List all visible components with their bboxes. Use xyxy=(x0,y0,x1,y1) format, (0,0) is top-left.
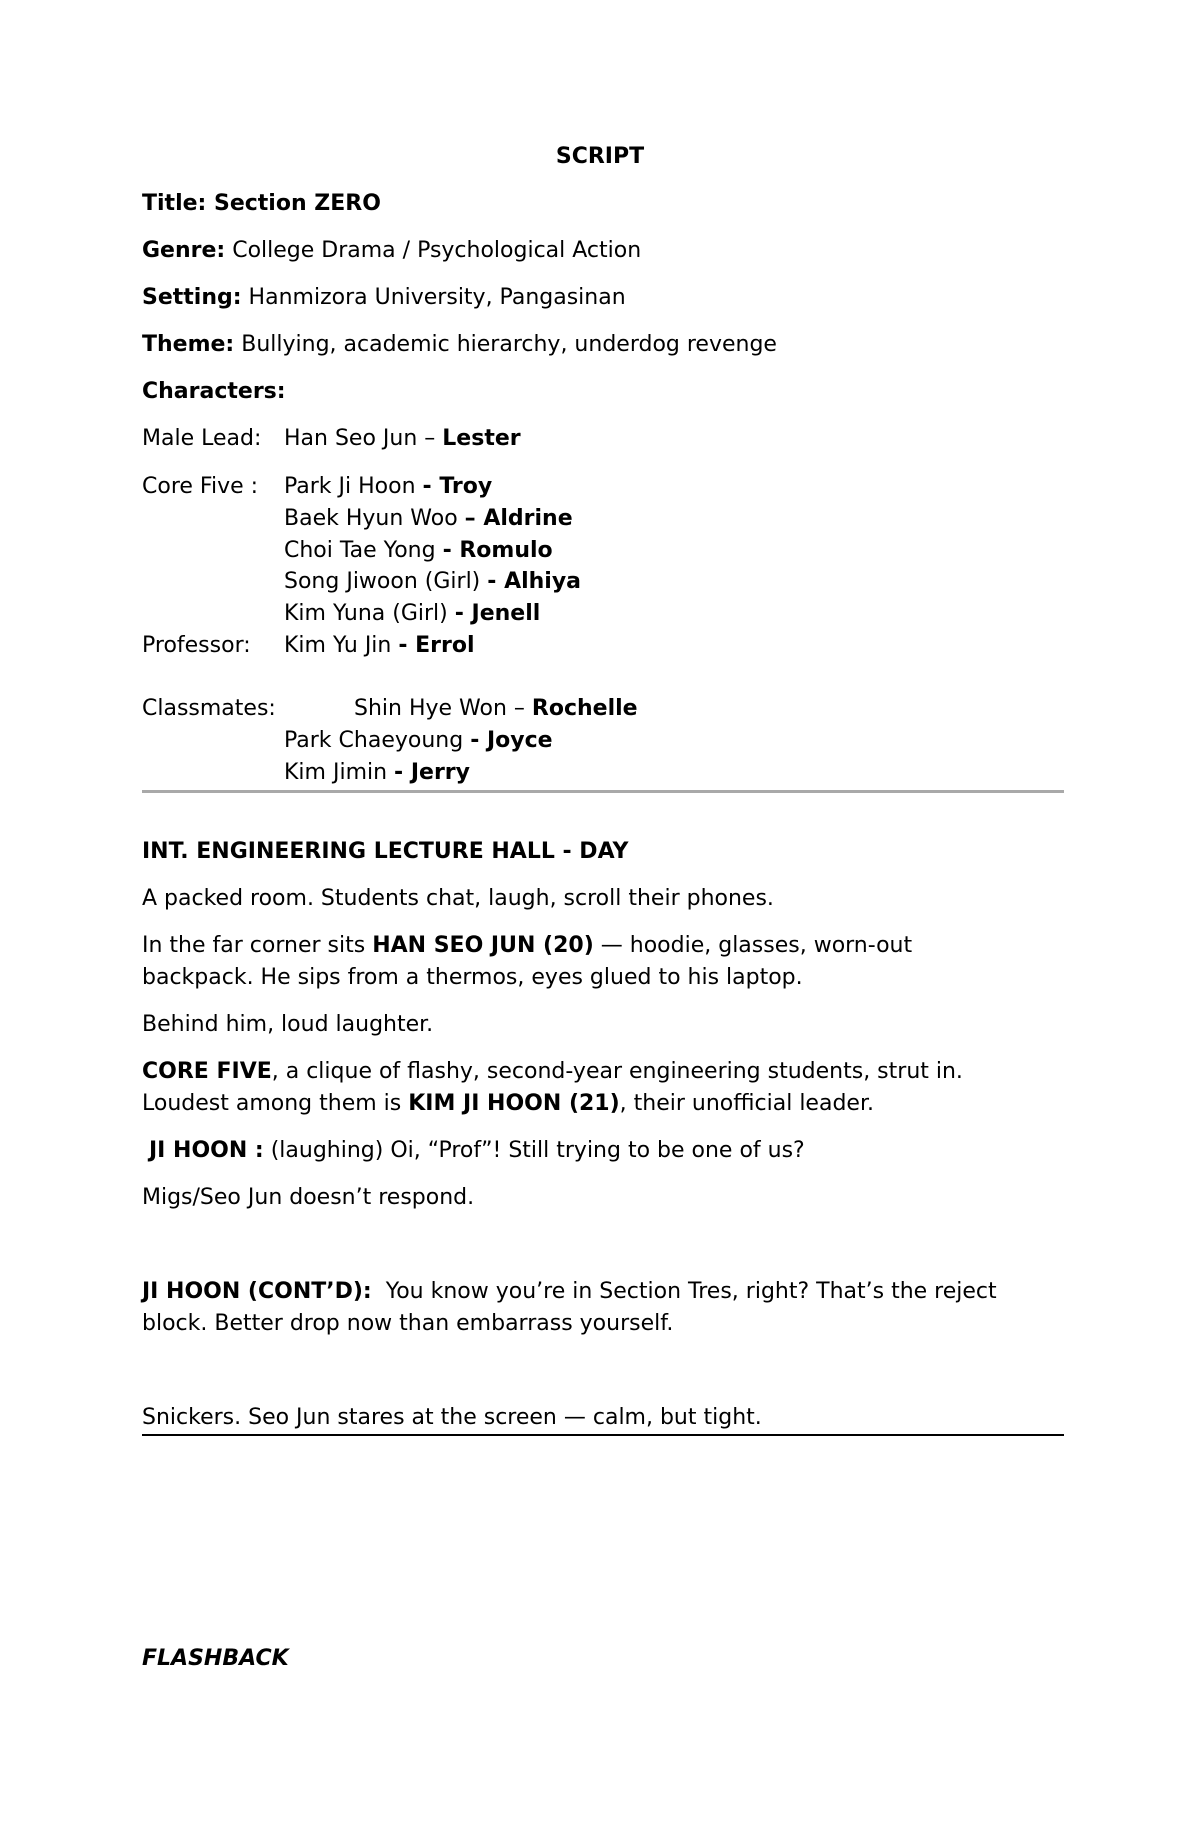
script-title: Title: Section ZERO xyxy=(142,191,381,216)
action-line: CORE FIVE, a clique of flashy, second-year engineering students, strut in. xyxy=(142,1059,963,1084)
setting-line: Setting: Hanmizora University, Pangasinan xyxy=(142,285,626,310)
male-lead-entry: Han Seo Jun – Lester xyxy=(284,426,521,451)
action-line: backpack. He sips from a thermos, eyes glued to his laptop. xyxy=(142,965,803,990)
action-line: In the far corner sits HAN SEO JUN (20) — hoodie, glasses, worn-out xyxy=(142,933,913,958)
action-line: Snickers. Seo Jun stares at the screen — calm, but tight. xyxy=(142,1405,762,1430)
dialogue-line: block. Better drop now than embarrass yourself. xyxy=(142,1311,674,1336)
scene-heading: INT. ENGINEERING LECTURE HALL - DAY xyxy=(142,839,629,864)
theme-line: Theme: Bullying, academic hierarchy, underdog revenge xyxy=(142,332,777,357)
action-line: Behind him, loud laughter. xyxy=(142,1012,434,1037)
professor-entry: Kim Yu Jin - Errol xyxy=(284,633,475,658)
flashback-label: FLASHBACK xyxy=(142,1646,289,1671)
cast-entry: Park Chaeyoung - Joyce xyxy=(284,728,553,753)
characters-heading: Characters: xyxy=(142,379,286,404)
core-five-label: Core Five : xyxy=(142,474,259,499)
genre-line: Genre: College Drama / Psychological Action xyxy=(142,238,642,263)
cast-entry: Kim Jimin - Jerry xyxy=(284,760,470,785)
cast-entry: Song Jiwoon (Girl) - Alhiya xyxy=(284,569,582,594)
cast-entry: Shin Hye Won – Rochelle xyxy=(354,696,638,721)
action-line: A packed room. Students chat, laugh, scroll their phones. xyxy=(142,886,774,911)
male-lead-label: Male Lead: xyxy=(142,426,262,451)
cast-entry: Kim Yuna (Girl) - Jenell xyxy=(284,601,541,626)
dialogue-line: JI HOON : (laughing) Oi, “Prof”! Still trying to be one of us? xyxy=(149,1138,805,1163)
cast-entry: Baek Hyun Woo – Aldrine xyxy=(284,506,573,531)
script-heading: SCRIPT xyxy=(555,144,645,169)
scene-end-rule xyxy=(142,1434,1064,1436)
dialogue-line: JI HOON (CONT’D): You know you’re in Section Tres, right? That’s the reject xyxy=(142,1279,997,1304)
section-divider xyxy=(142,790,1064,793)
action-line: Migs/Seo Jun doesn’t respond. xyxy=(142,1185,475,1210)
cast-entry: Park Ji Hoon - Troy xyxy=(284,474,493,499)
professor-label: Professor: xyxy=(142,633,251,658)
action-line: Loudest among them is KIM JI HOON (21), their unofficial leader. xyxy=(142,1091,874,1116)
classmates-label: Classmates: xyxy=(142,696,276,721)
cast-entry: Choi Tae Yong - Romulo xyxy=(284,538,553,563)
